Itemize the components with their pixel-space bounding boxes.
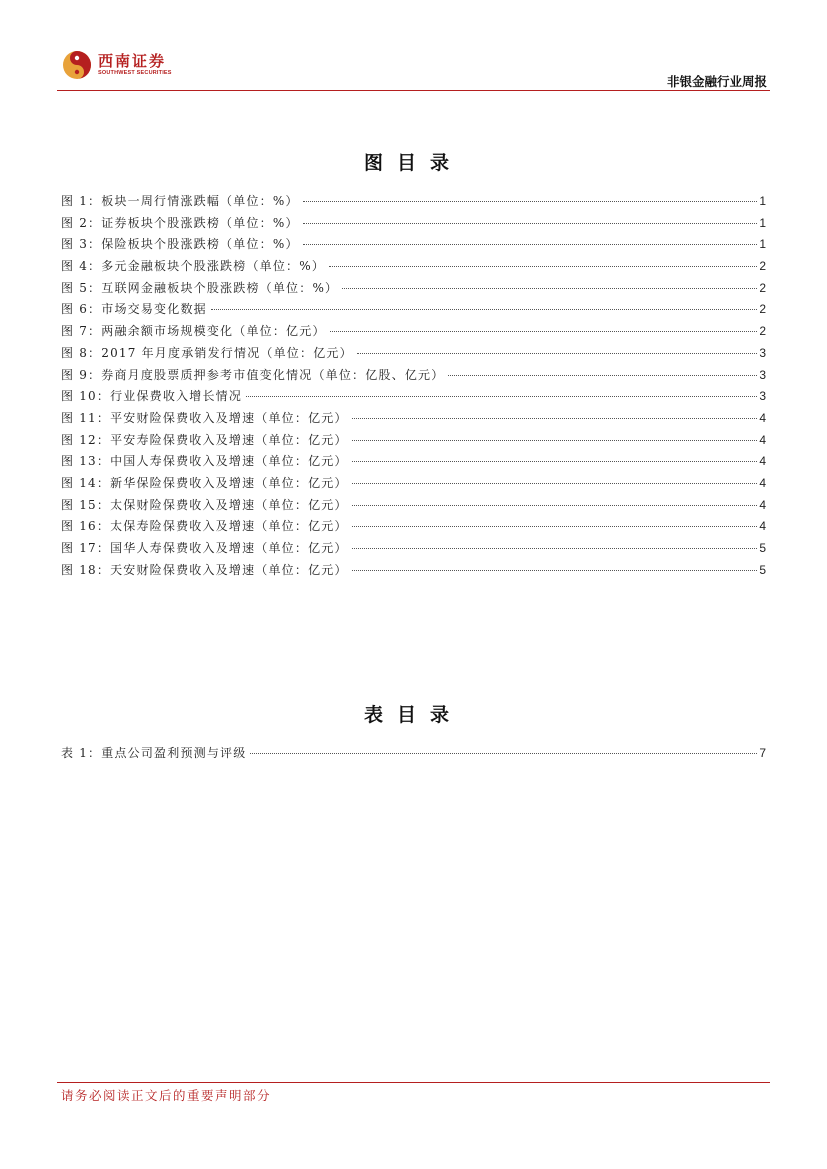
toc-entry-label[interactable]: 图 1：板块一周行情涨跌幅（单位：%）: [61, 194, 299, 208]
toc-entry-label[interactable]: 图 5：互联网金融板块个股涨跌榜（单位：%）: [61, 280, 339, 295]
toc-entry-label[interactable]: 图 14：新华保险保费收入及增速（单位：亿元）: [61, 475, 348, 490]
logo-name-cn: 西南证券: [98, 52, 167, 70]
toc-entry-page[interactable]: 4: [759, 432, 766, 447]
toc-entry-label[interactable]: 图 12：平安寿险保费收入及增速（单位：亿元）: [61, 432, 348, 447]
toc-entry[interactable]: [61, 387, 766, 409]
figures-toc-title: 图目录: [363, 152, 463, 174]
toc-entry[interactable]: [61, 496, 766, 518]
toc-entry-page[interactable]: 2: [759, 324, 766, 339]
toc-entry-label[interactable]: 图 2：证券板块个股涨跌榜（单位：%）: [61, 215, 299, 230]
toc-entry-label[interactable]: 图 15：太保财险保费收入及增速（单位：亿元）: [61, 497, 348, 512]
toc-entry-label[interactable]: 图 18：天安财险保费收入及增速（单位：亿元）: [61, 562, 348, 577]
tables-toc-list: [61, 744, 766, 766]
toc-dot-leader: [352, 483, 758, 484]
toc-dot-leader: [352, 526, 758, 527]
toc-dot-leader: [303, 244, 758, 245]
toc-entry[interactable]: [61, 561, 766, 583]
toc-dot-leader: [352, 548, 758, 549]
toc-dot-leader: [246, 396, 757, 397]
toc-entry[interactable]: [61, 300, 766, 322]
toc-entry-page[interactable]: 3: [759, 367, 766, 382]
toc-dot-leader: [211, 309, 757, 310]
toc-entry-page[interactable]: 2: [759, 280, 766, 295]
toc-entry[interactable]: [61, 366, 766, 388]
toc-entry-page[interactable]: 5: [759, 541, 766, 555]
toc-entry-page[interactable]: 3: [759, 345, 766, 360]
toc-entry-label[interactable]: 图 10：行业保费收入增长情况: [61, 389, 243, 404]
figures-toc-list: [61, 192, 766, 582]
toc-entry[interactable]: [61, 539, 766, 561]
toc-entry-label[interactable]: 图 11：平安财险保费收入及增速（单位：亿元）: [61, 410, 348, 425]
toc-entry-page[interactable]: 7: [759, 746, 766, 760]
company-logo: [62, 50, 172, 80]
toc-dot-leader: [303, 223, 758, 224]
toc-entry[interactable]: [61, 214, 766, 236]
toc-entry-page[interactable]: 5: [759, 562, 766, 577]
toc-entry-label[interactable]: 图 13：中国人寿保费收入及增速（单位：亿元）: [61, 454, 348, 469]
tables-toc-title: 表目录: [363, 704, 463, 726]
toc-entry-page[interactable]: 1: [759, 237, 766, 252]
toc-dot-leader: [303, 201, 758, 202]
toc-dot-leader: [330, 331, 758, 332]
toc-entry[interactable]: [61, 409, 766, 431]
toc-entry-page[interactable]: 2: [759, 259, 766, 274]
toc-entry[interactable]: [61, 257, 766, 279]
toc-entry[interactable]: [61, 322, 766, 344]
toc-dot-leader: [352, 418, 758, 419]
toc-entry-page[interactable]: 4: [759, 519, 766, 534]
toc-dot-leader: [448, 375, 757, 376]
toc-entry-page[interactable]: 4: [759, 410, 766, 425]
toc-entry-label[interactable]: 图 17：国华人寿保费收入及增速（单位：亿元）: [61, 541, 348, 555]
footer-disclaimer: 请务必阅读正文后的重要声明部分: [61, 1088, 272, 1103]
report-type: 非银金融行业周报: [666, 74, 767, 89]
toc-entry-page[interactable]: 1: [759, 215, 766, 230]
toc-dot-leader: [352, 505, 758, 506]
toc-dot-leader: [357, 353, 758, 354]
toc-entry[interactable]: [61, 279, 766, 301]
toc-entry-page[interactable]: 1: [759, 194, 766, 208]
toc-entry-page[interactable]: 3: [759, 389, 766, 404]
toc-entry[interactable]: [61, 431, 766, 453]
footer-divider: [57, 1082, 770, 1083]
toc-dot-leader: [329, 266, 757, 267]
toc-entry-label[interactable]: 图 4：多元金融板块个股涨跌榜（单位：%）: [61, 259, 326, 274]
toc-entry-page[interactable]: 4: [759, 454, 766, 469]
toc-entry-label[interactable]: 图 3：保险板块个股涨跌榜（单位：%）: [61, 237, 299, 252]
toc-entry-label[interactable]: 图 7：两融余额市场规模变化（单位：亿元）: [61, 324, 326, 339]
toc-entry-label[interactable]: 表 1：重点公司盈利预测与评级: [61, 746, 247, 760]
toc-dot-leader: [352, 440, 758, 441]
toc-dot-leader: [352, 461, 758, 462]
toc-entry[interactable]: [61, 517, 766, 539]
toc-entry[interactable]: [61, 474, 766, 496]
logo-name-en: SOUTHWEST SECURITIES: [98, 70, 172, 76]
toc-dot-leader: [250, 753, 757, 754]
toc-entry[interactable]: [61, 344, 766, 366]
toc-entry[interactable]: [61, 235, 766, 257]
toc-entry-label[interactable]: 图 16：太保寿险保费收入及增速（单位：亿元）: [61, 519, 348, 534]
toc-entry-label[interactable]: 图 6：市场交易变化数据: [61, 302, 207, 317]
toc-entry-label[interactable]: 图 8：2017 年月度承销发行情况（单位：亿元）: [61, 345, 353, 360]
toc-dot-leader: [342, 288, 757, 289]
toc-entry-page[interactable]: 4: [759, 475, 766, 490]
toc-entry-label[interactable]: 图 9：券商月度股票质押参考市值变化情况（单位：亿股、亿元）: [61, 367, 445, 382]
toc-entry-page[interactable]: 2: [759, 302, 766, 317]
toc-entry-page[interactable]: 4: [759, 497, 766, 512]
header-divider: [57, 90, 770, 91]
toc-entry[interactable]: [61, 744, 766, 766]
toc-dot-leader: [352, 570, 758, 571]
logo-sun-icon: [62, 50, 92, 80]
toc-entry[interactable]: [61, 192, 766, 214]
toc-entry[interactable]: [61, 452, 766, 474]
